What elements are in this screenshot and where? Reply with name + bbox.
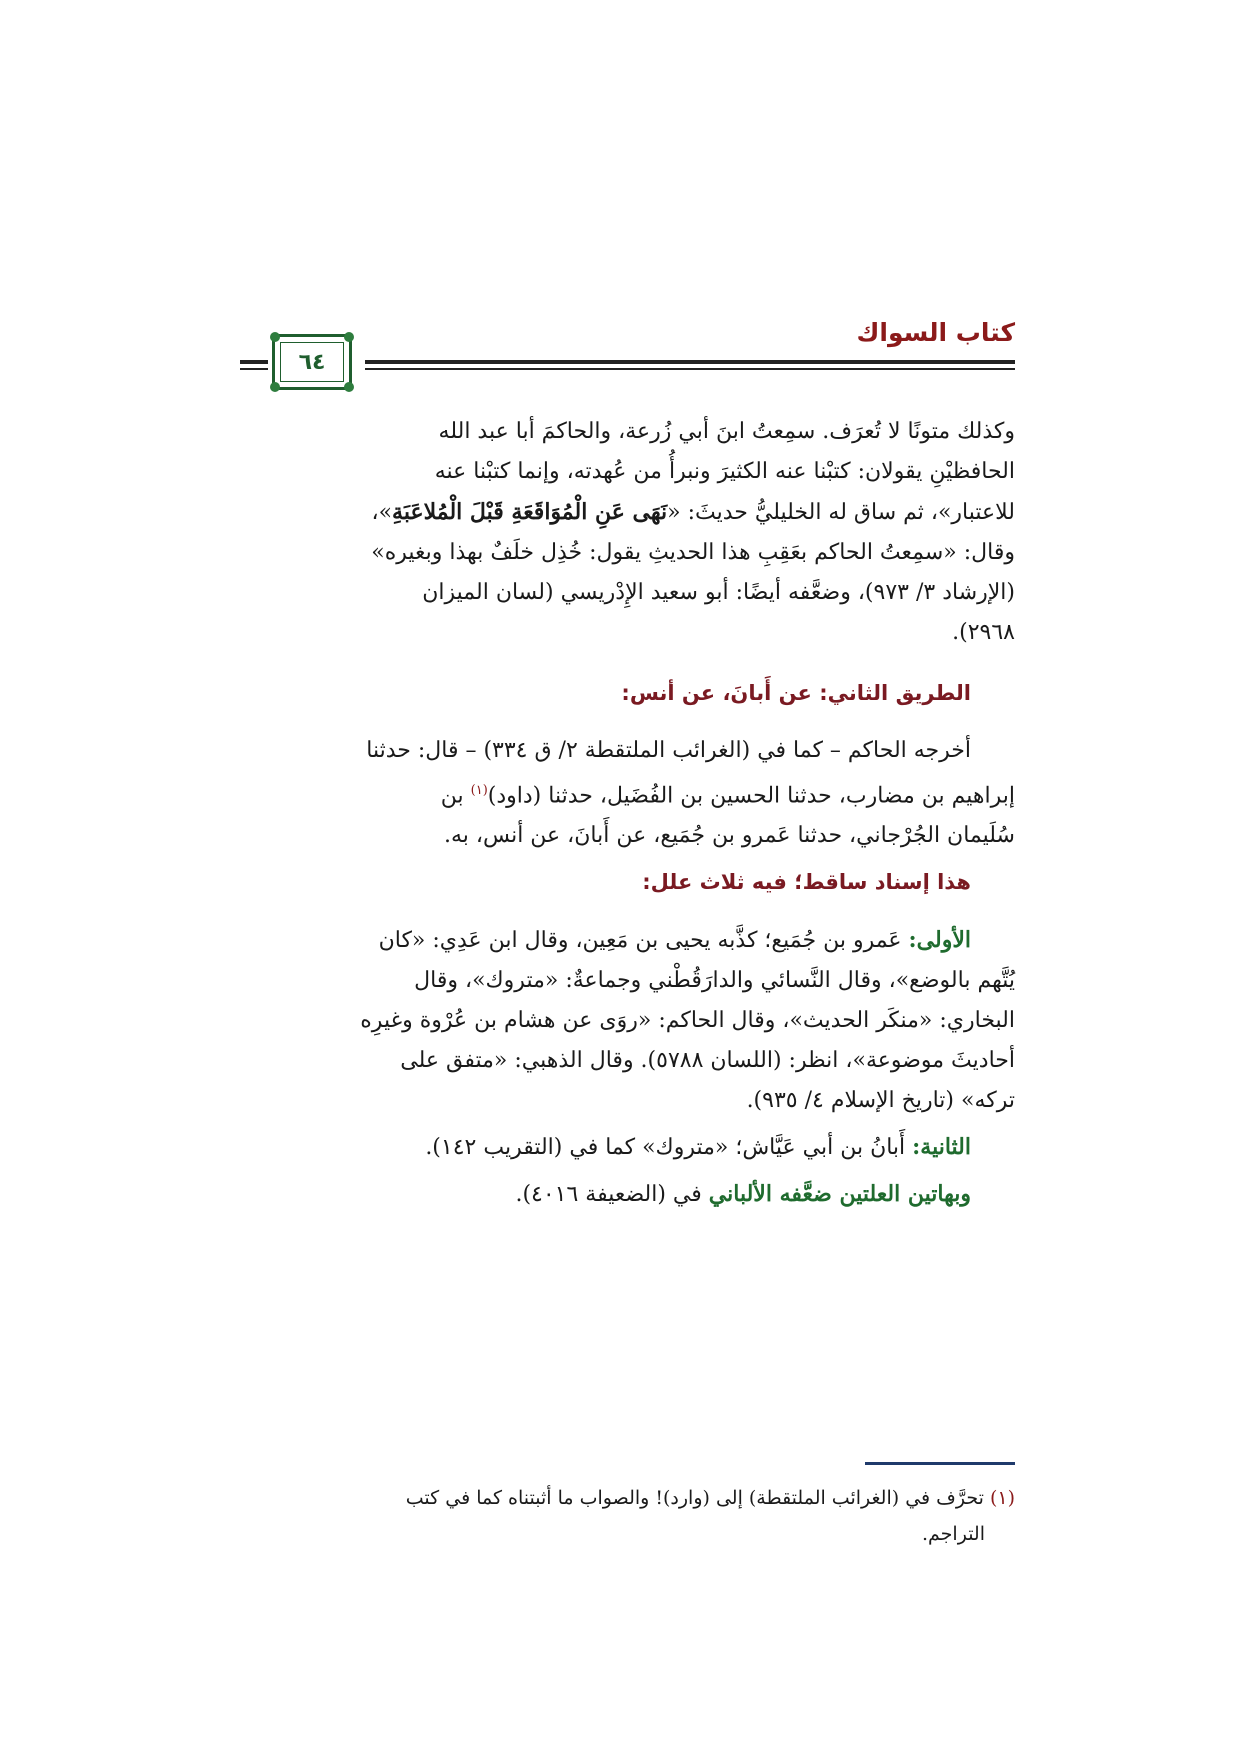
line: الحافظيْنِ يقولان: كتبْنا عنه الكثيرَ ونبرأُ من عُهدته، وإنما كتبْنا عنه <box>434 459 1015 484</box>
line: ٢٩٦٨). <box>952 620 1015 645</box>
footnote-separator <box>865 1462 1015 1465</box>
line: أخرجه الحاكم – كما في (الغرائب الملتقطة ٢/ ق ٣٣٤) – قال: حدثنا <box>366 738 971 763</box>
line: »، <box>371 500 393 525</box>
paragraph-5 <box>240 1174 1015 1215</box>
page-number-frame <box>280 342 344 382</box>
footnote-number: (١) <box>989 1487 1015 1509</box>
header-rule-thick <box>365 360 1015 364</box>
line: عَمرو بن جُمَيع؛ كذَّبه يحيى بن مَعِين، وقال ابن عَدِي: «كان <box>378 928 909 954</box>
section-heading-isnad: هذا إسناد ساقط؛ فيه ثلاث علل: <box>642 870 971 895</box>
line: بن <box>440 783 471 809</box>
line: إبراهيم بن مضارب، حدثنا الحسين بن الفُضَيل، حدثنا (داود) <box>487 783 1015 809</box>
hadith-text: نَهَى عَنِ الْمُوَاقَعَةِ قَبْلَ الْمُلاعَبَةِ <box>392 499 668 525</box>
line: تركه» (تاريخ الإسلام ٤/ ٩٣٥). <box>746 1088 1015 1114</box>
section-heading-second-route: الطريق الثاني: عن أَبانَ، عن أنس: <box>621 681 971 705</box>
line: وكذلك متونًا لا تُعرَف. سمِعتُ ابنَ أبي زُرعة، والحاكمَ أبا عبد الله <box>438 419 1015 444</box>
ornament-icon <box>270 332 280 342</box>
paragraph-3 <box>240 920 1015 1121</box>
conclusion-lead: وبهاتين العلتين <box>831 1181 971 1208</box>
header-rule-thin <box>365 368 1015 370</box>
line: سُلَيمان الجُرْجاني، حدثنا عَمرو بن جُمَيع، عن أَبانَ، عن أنس، به. <box>444 823 1015 849</box>
point-label-second: الثانية: <box>912 1134 971 1161</box>
book-title: كتاب السواك <box>856 318 1015 347</box>
page-number: ٦٤ <box>298 349 326 375</box>
line: أَبانُ بن أبي عَيَّاش؛ «متروك» كما في (التقريب ١٤٢). <box>425 1135 913 1161</box>
header-rule-short-thin <box>240 368 268 370</box>
line: وقال: «سمِعتُ الحاكم بعَقِبِ هذا الحديثِ يقول: خُذِل خلَفٌ بهذا وبغيره» <box>371 540 1015 565</box>
albani-grading: ضعَّفه الألباني <box>708 1181 832 1208</box>
footnote-ref[interactable]: (١) <box>470 783 488 798</box>
paragraph-2 <box>240 731 1015 856</box>
line: للاعتبار»، ثم ساق له الخليليُّ حديثَ: « <box>667 500 1015 525</box>
line: البخاري: «منكَر الحديث»، وقال الحاكم: «روَى عن هشام بن عُرْوة وغيرِه <box>360 1008 1015 1034</box>
point-label-first: الأولى: <box>908 927 971 954</box>
header-rule-short-thick <box>240 360 268 364</box>
footnote <box>240 1480 1015 1552</box>
line: (الإرشاد ٣/ ٩٧٣)، وضعَّفه أيضًا: أبو سعيد الإِدْريسي (لسان الميزان <box>422 580 1015 605</box>
footnote-line: التراجم. <box>922 1523 985 1545</box>
ornament-icon <box>344 382 354 392</box>
ornament-icon <box>270 382 280 392</box>
paragraph-1 <box>240 412 1015 653</box>
page-number-badge <box>272 334 352 390</box>
paragraph-4 <box>240 1127 1015 1168</box>
line: أحاديثَ موضوعة»، انظر: (اللسان ٥٧٨٨). وقال الذهبي: «متفق على <box>400 1048 1015 1074</box>
line: في (الضعيفة ٤٠١٦). <box>515 1182 709 1208</box>
line: يُتَّهم بالوضع»، وقال النَّسائي والدارَقُطْني وجماعةٌ: «متروك»، وقال <box>414 968 1015 994</box>
main-text <box>240 412 1015 1215</box>
footnote-line: تحرَّف في (الغرائب الملتقطة) إلى (وارد)! والصواب ما أثبتناه كما في كتب <box>405 1487 990 1509</box>
page-header <box>240 318 1015 398</box>
ornament-icon <box>344 332 354 342</box>
